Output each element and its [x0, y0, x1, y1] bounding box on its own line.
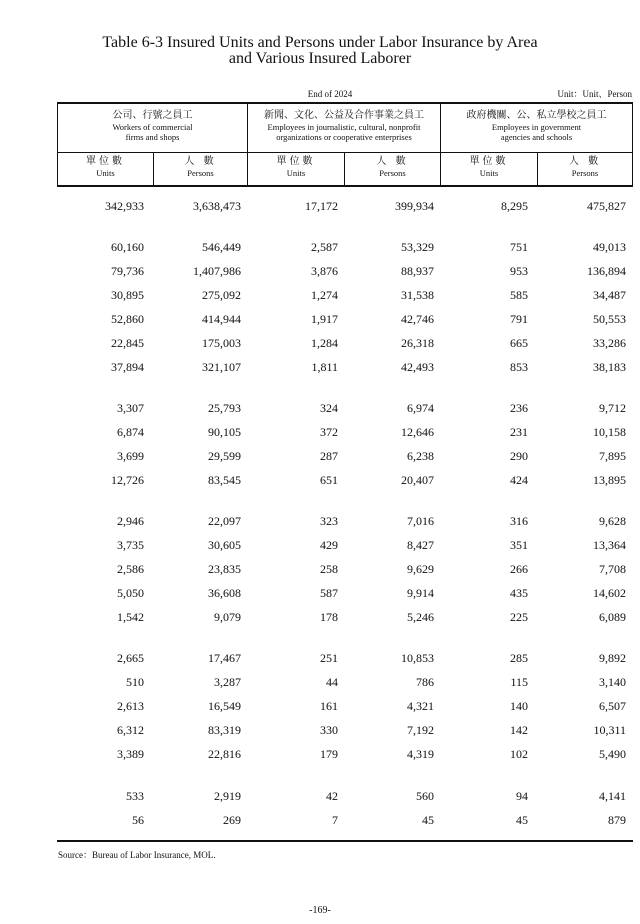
subheader-units — [248, 156, 344, 178]
table-cell: 321,107 — [202, 360, 241, 374]
table-cell: 22,845 — [111, 336, 144, 350]
table-cell: 269 — [223, 813, 241, 827]
table-cell: 1,542 — [117, 610, 144, 624]
table-cell: 791 — [510, 312, 528, 326]
table-cell: 7,016 — [407, 514, 434, 528]
group-header-journalistic — [248, 110, 440, 142]
table-cell: 10,311 — [593, 723, 626, 737]
table-cell: 90,105 — [208, 425, 241, 439]
table-cell: 290 — [510, 449, 528, 463]
subheader-persons — [538, 156, 632, 178]
table-cell: 36,608 — [208, 586, 241, 600]
subheader-en: Units — [286, 168, 306, 178]
table-cell: 26,318 — [401, 336, 434, 350]
table-cell: 475,827 — [587, 199, 626, 213]
group-header-government — [441, 110, 632, 142]
table-cell: 20,407 — [401, 473, 434, 487]
table-cell: 30,895 — [111, 288, 144, 302]
table-bottom-rule — [57, 840, 633, 842]
subheader-en: Units — [479, 168, 499, 178]
table-cell: 414,944 — [202, 312, 241, 326]
subheader-units — [441, 156, 537, 178]
table-cell: 53,329 — [401, 240, 434, 254]
table-cell: 3,876 — [311, 264, 338, 278]
subheader-en: Persons — [571, 168, 599, 178]
table-cell: 2,919 — [214, 789, 241, 803]
table-cell: 94 — [516, 789, 528, 803]
table-cell: 140 — [510, 699, 528, 713]
table-cell: 13,364 — [593, 538, 626, 552]
table-cell: 115 — [510, 675, 528, 689]
table-cell: 342,933 — [105, 199, 144, 213]
table-cell: 3,287 — [214, 675, 241, 689]
table-cell: 8,427 — [407, 538, 434, 552]
header-divider-rule — [57, 152, 633, 153]
table-cell: 175,003 — [202, 336, 241, 350]
subheader-zh: 單位數 — [86, 156, 125, 167]
table-cell: 275,092 — [202, 288, 241, 302]
table-cell: 6,089 — [599, 610, 626, 624]
table-cell: 2,613 — [117, 699, 144, 713]
table-cell: 102 — [510, 747, 528, 761]
table-cell: 853 — [510, 360, 528, 374]
table-cell: 372 — [320, 425, 338, 439]
table-cell: 37,894 — [111, 360, 144, 374]
table-cell: 6,507 — [599, 699, 626, 713]
table-top-rule — [57, 102, 633, 104]
group-header-commercial — [58, 110, 247, 142]
table-cell: 560 — [416, 789, 434, 803]
table-cell: 953 — [510, 264, 528, 278]
table-cell: 42 — [326, 789, 338, 803]
table-cell: 2,586 — [117, 562, 144, 576]
table-cell: 2,665 — [117, 651, 144, 665]
table-cell: 9,629 — [407, 562, 434, 576]
table-cell: 161 — [320, 699, 338, 713]
table-cell: 79,736 — [111, 264, 144, 278]
column-rule — [632, 102, 633, 187]
table-cell: 10,853 — [401, 651, 434, 665]
header-bottom-rule — [57, 185, 633, 187]
table-cell: 34,487 — [593, 288, 626, 302]
table-cell: 10,158 — [593, 425, 626, 439]
table-cell: 1,407,986 — [193, 264, 241, 278]
table-cell: 42,746 — [401, 312, 434, 326]
table-cell: 9,628 — [599, 514, 626, 528]
table-cell: 9,079 — [214, 610, 241, 624]
table-cell: 258 — [320, 562, 338, 576]
table-cell: 225 — [510, 610, 528, 624]
group-header-en-2: firms and shops — [125, 132, 180, 142]
table-cell: 651 — [320, 473, 338, 487]
table-cell: 45 — [516, 813, 528, 827]
table-cell: 5,490 — [599, 747, 626, 761]
table-cell: 12,646 — [401, 425, 434, 439]
table-cell: 49,013 — [593, 240, 626, 254]
table-cell: 25,793 — [208, 401, 241, 415]
table-cell: 6,312 — [117, 723, 144, 737]
table-cell: 6,974 — [407, 401, 434, 415]
table-cell: 8,295 — [501, 199, 528, 213]
table-cell: 56 — [132, 813, 144, 827]
table-cell: 1,274 — [311, 288, 338, 302]
table-cell: 136,894 — [587, 264, 626, 278]
table-cell: 2,587 — [311, 240, 338, 254]
table-cell: 665 — [510, 336, 528, 350]
table-cell: 7 — [332, 813, 338, 827]
subheader-units — [58, 156, 153, 178]
table-cell: 546,449 — [202, 240, 241, 254]
subheader-zh: 人 數 — [568, 156, 602, 167]
table-cell: 7,895 — [599, 449, 626, 463]
table-cell: 17,467 — [208, 651, 241, 665]
table-cell: 178 — [320, 610, 338, 624]
table-cell: 60,160 — [111, 240, 144, 254]
table-cell: 4,319 — [407, 747, 434, 761]
subheader-en: Units — [96, 168, 115, 178]
subheader-en: Persons — [187, 168, 214, 178]
subheader-zh: 單位數 — [469, 156, 509, 167]
table-cell: 585 — [510, 288, 528, 302]
group-header-zh: 政府機關、公、私立學校之員工 — [466, 110, 607, 121]
table-cell: 3,307 — [117, 401, 144, 415]
source-note: Source：Bureau of Labor Insurance, MOL. — [58, 850, 216, 860]
table-cell: 287 — [320, 449, 338, 463]
table-cell: 323 — [320, 514, 338, 528]
table-cell: 88,937 — [401, 264, 434, 278]
table-cell: 14,602 — [593, 586, 626, 600]
table-cell: 1,917 — [311, 312, 338, 326]
table-cell: 17,172 — [305, 199, 338, 213]
table-cell: 4,141 — [599, 789, 626, 803]
group-header-en-1: Employees in journalistic, cultural, nonprofit — [267, 122, 421, 132]
table-cell: 9,914 — [407, 586, 434, 600]
table-cell: 3,140 — [599, 675, 626, 689]
table-cell: 30,605 — [208, 538, 241, 552]
table-cell: 52,860 — [111, 312, 144, 326]
table-cell: 83,319 — [208, 723, 241, 737]
table-cell: 316 — [510, 514, 528, 528]
table-cell: 236 — [510, 401, 528, 415]
table-cell: 23,835 — [208, 562, 241, 576]
table-cell: 266 — [510, 562, 528, 576]
table-cell: 6,238 — [407, 449, 434, 463]
subheader-zh: 單位數 — [276, 156, 316, 167]
table-cell: 22,097 — [208, 514, 241, 528]
table-cell: 83,545 — [208, 473, 241, 487]
table-cell: 13,895 — [593, 473, 626, 487]
table-cell: 45 — [422, 813, 434, 827]
table-cell: 12,726 — [111, 473, 144, 487]
subheader-en: Persons — [379, 168, 406, 178]
table-cell: 6,874 — [117, 425, 144, 439]
group-header-en-2: organizations or cooperative enterprises — [276, 132, 412, 142]
subheader-persons — [345, 156, 440, 178]
page-number: -169- — [309, 905, 331, 916]
table-cell: 31,538 — [401, 288, 434, 302]
table-cell: 9,892 — [599, 651, 626, 665]
table-cell: 3,638,473 — [193, 199, 241, 213]
table-cell: 3,735 — [117, 538, 144, 552]
table-cell: 5,050 — [117, 586, 144, 600]
group-header-en-1: Workers of commercial — [112, 122, 193, 132]
table-cell: 1,284 — [311, 336, 338, 350]
group-header-zh: 公司、行號之員工 — [112, 110, 193, 121]
table-cell: 16,549 — [208, 699, 241, 713]
table-cell: 38,183 — [593, 360, 626, 374]
table-cell: 9,712 — [599, 401, 626, 415]
table-cell: 7,708 — [599, 562, 626, 576]
table-cell: 179 — [320, 747, 338, 761]
table-cell: 231 — [510, 425, 528, 439]
table-cell: 3,699 — [117, 449, 144, 463]
table-cell: 324 — [320, 401, 338, 415]
group-header-en-2: agencies and schools — [500, 132, 573, 142]
table-cell: 510 — [126, 675, 144, 689]
date-label: End of 2024 — [307, 89, 353, 99]
table-cell: 7,192 — [407, 723, 434, 737]
table-cell: 42,493 — [401, 360, 434, 374]
table-cell: 3,389 — [117, 747, 144, 761]
group-header-zh: 新聞、文化、公益及合作事業之員工 — [264, 110, 424, 121]
table-cell: 5,246 — [407, 610, 434, 624]
table-cell: 786 — [416, 675, 434, 689]
table-cell: 751 — [510, 240, 528, 254]
table-cell: 533 — [126, 789, 144, 803]
table-cell: 351 — [510, 538, 528, 552]
table-cell: 587 — [320, 586, 338, 600]
table-cell: 330 — [320, 723, 338, 737]
table-cell: 2,946 — [117, 514, 144, 528]
table-cell: 435 — [510, 586, 528, 600]
table-cell: 29,599 — [208, 449, 241, 463]
unit-label: Unit：Unit、Person — [557, 89, 632, 99]
table-cell: 22,816 — [208, 747, 241, 761]
table-cell: 424 — [510, 473, 528, 487]
subheader-persons — [154, 156, 247, 178]
group-header-en-1: Employees in government — [491, 122, 582, 132]
table-cell: 44 — [326, 675, 338, 689]
table-cell: 1,811 — [311, 360, 338, 374]
table-cell: 251 — [320, 651, 338, 665]
table-cell: 4,321 — [407, 699, 434, 713]
subheader-zh: 人 數 — [184, 156, 217, 167]
table-cell: 879 — [608, 813, 626, 827]
table-cell: 50,553 — [593, 312, 626, 326]
table-cell: 399,934 — [395, 199, 434, 213]
table-cell: 33,286 — [593, 336, 626, 350]
subheader-zh: 人 數 — [376, 156, 409, 167]
table-title-line-2: and Various Insured Laborer — [228, 50, 412, 67]
table-cell: 285 — [510, 651, 528, 665]
table-cell: 429 — [320, 538, 338, 552]
table-title-line-1: Table 6-3 Insured Units and Persons under Labor Insurance by Area — [102, 34, 538, 51]
table-cell: 142 — [510, 723, 528, 737]
